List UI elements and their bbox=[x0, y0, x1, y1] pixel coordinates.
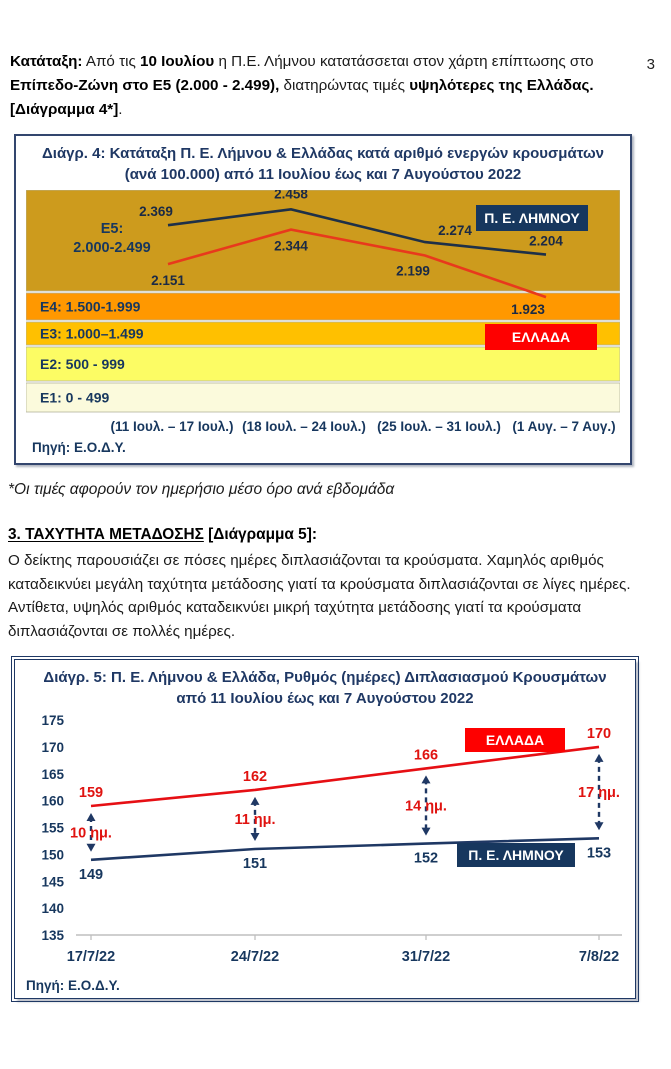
diagram5-title bbox=[20, 667, 630, 709]
gap-label: 17 ημ. bbox=[578, 785, 620, 802]
limnos-value-label: 2.274 bbox=[438, 223, 472, 239]
limnos-value-label: 2.369 bbox=[139, 204, 173, 220]
greece-value-label: 170 bbox=[586, 726, 612, 743]
footnote: *Οι τιμές αφορούν τον ημερήσιο μέσο όρο ανά εβδομάδα bbox=[8, 481, 395, 499]
x-category-label: (11 Ιουλ. – 17 Ιουλ.) bbox=[110, 419, 234, 435]
greece-value-label: 1.923 bbox=[511, 302, 545, 318]
section3-body: Ο δείκτης παρουσιάζει σε πόσες ημέρες διπλασιάζονται τα κρούσματα. Χαμηλός αριθμός καταδεικνύει μεγάλη ταχύτητα μετάδοσης γιατί τα κρούσματα διπλασιάζονται σε λίγες ημέρες. Αντίθετα, υψηλός αριθμός καταδεικνύει μικρή ταχύτητα μετάδοσης γιατί τα κρούσματα διπλασιάζονται σε πολλές ημέρες. bbox=[8, 552, 631, 640]
x-category-label: (25 Ιουλ. – 31 Ιουλ.) bbox=[377, 419, 501, 435]
x-category-label: (1 Αυγ. – 7 Αυγ.) bbox=[512, 419, 616, 435]
diagram5-source: Πηγή: Ε.Ο.Δ.Υ. bbox=[26, 978, 120, 994]
intro-bold-segment: υψηλότερες της Ελλάδας. [Διάγραμμα 4*] bbox=[10, 77, 594, 119]
diagram4-plot bbox=[26, 190, 620, 438]
section3-heading-underlined: 3. ΤΑΧΥΤΗΤΑ ΜΕΤΑΔΟΣΗΣ bbox=[8, 526, 204, 544]
zone-label-e2: Ε2: 500 - 999 bbox=[40, 356, 125, 373]
greece-value-label: 2.199 bbox=[396, 263, 430, 279]
intro-bold-segment: Επίπεδο-Ζώνη στο Ε5 (2.000 - 2.499), bbox=[10, 77, 280, 95]
y-tick-label: 170 bbox=[41, 740, 64, 756]
y-tick-label: 175 bbox=[41, 713, 64, 729]
y-tick-label: 155 bbox=[41, 820, 64, 836]
limnos-value-label: 149 bbox=[78, 867, 104, 884]
zone-label-e3: Ε3: 1.000–1.499 bbox=[40, 325, 144, 342]
gap-label: 14 ημ. bbox=[405, 798, 447, 815]
greece-legend-label: ΕΛΛΑΔΑ bbox=[511, 329, 571, 346]
page bbox=[0, 50, 671, 999]
diagram4-title-line2: (ανά 100.000) από 11 Ιουλίου έως και 7 Αυγούστου 2022 bbox=[124, 166, 522, 184]
intro-segment: διατηρώντας τιμές bbox=[279, 77, 410, 95]
diagram4-plot-area bbox=[26, 190, 620, 438]
y-tick-label: 150 bbox=[41, 847, 64, 863]
diagram4-box bbox=[14, 134, 632, 465]
limnos-value-label: 151 bbox=[242, 856, 268, 873]
zone-label-e5-line1: Ε5: bbox=[100, 221, 124, 238]
x-category-label: (18 Ιουλ. – 24 Ιουλ.) bbox=[242, 419, 366, 435]
greece-value-label: 159 bbox=[78, 785, 104, 802]
zone-band-e1 bbox=[26, 383, 620, 412]
gap-arrow-head-down bbox=[422, 828, 431, 836]
gap-arrow-head-down bbox=[87, 844, 96, 852]
limnos-value-label: 2.204 bbox=[529, 233, 563, 249]
diagram5-plot bbox=[20, 712, 630, 976]
gap-arrow-head-up bbox=[251, 797, 260, 805]
diagram4-title bbox=[26, 143, 620, 185]
zone-label-e4: Ε4: 1.500-1.999 bbox=[40, 298, 141, 315]
greece-line bbox=[91, 747, 599, 806]
intro-segment: η Π.Ε. Λήμνου κατατάσσεται στον χάρτη επίπτωσης στο bbox=[214, 53, 594, 70]
page-number: 3 bbox=[646, 56, 655, 73]
x-date-label: 17/7/22 bbox=[66, 949, 116, 966]
intro-segment: . bbox=[118, 101, 123, 119]
limnos-legend-label: Π. Ε. ΛΗΜΝΟΥ bbox=[468, 847, 564, 864]
intro-paragraph bbox=[10, 50, 659, 122]
gap-arrow-head-up bbox=[422, 776, 431, 784]
greece-value-label: 2.151 bbox=[151, 273, 185, 289]
y-tick-label: 160 bbox=[41, 793, 64, 809]
gap-label: 10 ημ. bbox=[70, 825, 112, 842]
intro-segment: Από τις bbox=[82, 53, 141, 70]
y-tick-label: 140 bbox=[41, 901, 64, 917]
gap-arrow-head-up bbox=[595, 754, 604, 762]
section3-heading-rest: [Διάγραμμα 5]: bbox=[203, 526, 317, 544]
gap-arrow-head-up bbox=[87, 813, 96, 821]
diagram5-box bbox=[14, 659, 636, 999]
y-tick-label: 165 bbox=[41, 767, 64, 783]
diagram5-plot-area bbox=[20, 712, 630, 976]
diagram4-title-line1: Διάγρ. 4: Κατάταξη Π. Ε. Λήμνου & Ελλάδας κατά αριθμό ενεργών κρουσμάτων bbox=[42, 145, 604, 163]
gap-arrow-head-down bbox=[251, 833, 260, 841]
diagram5-title-line1: Διάγρ. 5: Π. Ε. Λήμνου & Ελλάδα, Ρυθμός (ημέρες) Διπλασιασμού Κρουσμάτων bbox=[43, 669, 607, 687]
zone-label-e5-line2: 2.000-2.499 bbox=[73, 240, 151, 257]
gap-arrow-head-down bbox=[595, 823, 604, 831]
intro-bold-segment: Κατάταξη: bbox=[10, 53, 83, 70]
diagram4-source: Πηγή: Ε.Ο.Δ.Υ. bbox=[32, 440, 126, 456]
limnos-value-label: 152 bbox=[413, 850, 439, 867]
x-date-label: 24/7/22 bbox=[230, 949, 280, 966]
greece-value-label: 166 bbox=[413, 747, 439, 764]
x-date-label: 31/7/22 bbox=[401, 949, 451, 966]
limnos-value-label: 153 bbox=[586, 845, 612, 862]
gap-label: 11 ημ. bbox=[234, 812, 276, 829]
greece-value-label: 2.344 bbox=[274, 238, 308, 254]
limnos-value-label: 2.458 bbox=[274, 190, 308, 202]
section3-heading bbox=[8, 526, 671, 544]
greece-value-label: 162 bbox=[242, 769, 268, 786]
greece-legend-label: ΕΛΛΑΔΑ bbox=[485, 732, 545, 749]
zone-label-e1: Ε1: 0 - 499 bbox=[40, 389, 110, 406]
diagram5-title-line2: από 11 Ιουλίου έως και 7 Αυγούστου 2022 bbox=[176, 690, 474, 708]
y-tick-label: 135 bbox=[41, 928, 64, 944]
limnos-legend-label: Π. Ε. ΛΗΜΝΟΥ bbox=[484, 210, 580, 227]
y-tick-label: 145 bbox=[41, 874, 64, 890]
intro-bold-segment: 10 Ιουλίου bbox=[140, 53, 215, 70]
x-date-label: 7/8/22 bbox=[578, 949, 620, 966]
